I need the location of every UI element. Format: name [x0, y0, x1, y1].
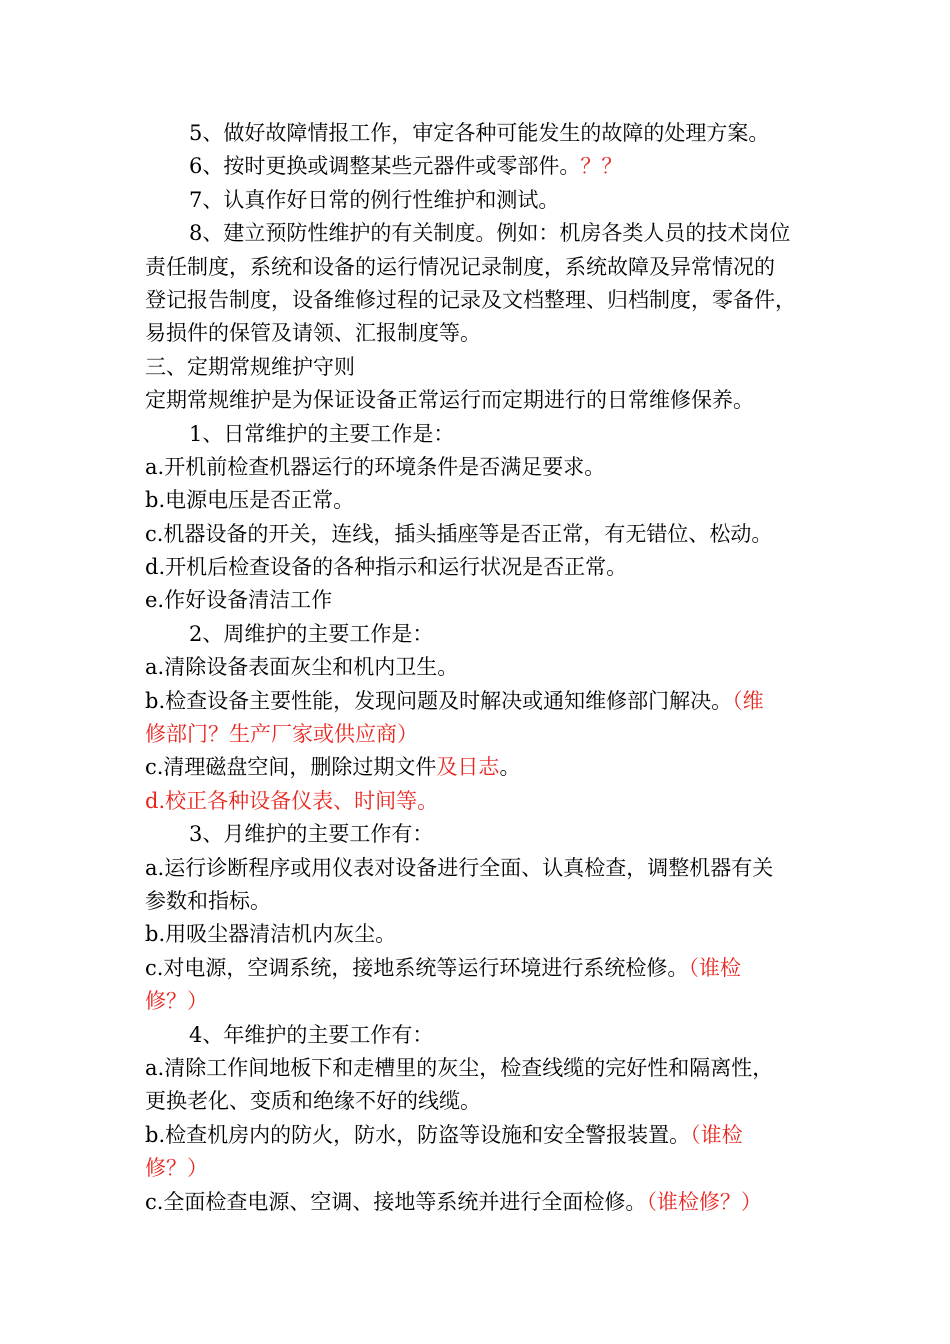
annotation-text: （维	[732, 688, 764, 713]
text-line	[145, 1052, 810, 1085]
body-text: b.检查设备主要性能，发现问题及时解决或通知维修部门解决。	[145, 688, 733, 713]
text-line	[145, 1186, 810, 1219]
body-text: c.机器设备的开关，连线，插头插座等是否正常，有无错位、松动。	[145, 521, 773, 546]
body-text: b.检查机房内的防火，防水，防盗等设施和安全警报装置。	[145, 1122, 691, 1147]
text-line	[145, 150, 810, 183]
body-text: c.对电源，空调系统，接地系统等运行环境进行系统检修。	[145, 955, 689, 980]
text-line	[145, 518, 810, 551]
body-text: e.作好设备清洁工作	[145, 588, 333, 613]
text-line	[145, 718, 810, 751]
text-line	[145, 418, 810, 451]
text-line	[145, 584, 810, 617]
annotation-text: 及日志	[436, 755, 500, 780]
body-text: 责任制度，系统和设备的运行情况记录制度，系统故障及异常情况的	[145, 254, 775, 279]
text-line	[145, 184, 810, 217]
text-line	[145, 317, 810, 350]
body-text: 易损件的保管及请领、汇报制度等。	[145, 321, 481, 346]
text-line	[145, 117, 810, 150]
body-text: b.用吸尘器清洁机内灰尘。	[145, 922, 397, 947]
body-text: 7、认真作好日常的例行性维护和测试。	[189, 187, 560, 212]
body-text: d.开机后检查设备的各种指示和运行状况是否正常。	[145, 555, 628, 580]
text-line	[145, 1019, 810, 1052]
annotation-text: （谁检	[690, 1122, 743, 1147]
body-text: a.清除工作间地板下和走槽里的灰尘，检查线缆的完好性和隔离性，	[145, 1055, 774, 1080]
body-text: 更换老化、变质和绝缘不好的线缆。	[145, 1089, 481, 1114]
annotation-text: d.校正各种设备仪表、时间等。	[145, 788, 439, 813]
text-line	[145, 484, 810, 517]
body-text: a.开机前检查机器运行的环境条件是否满足要求。	[145, 454, 606, 479]
body-text: 参数和指标。	[145, 888, 271, 913]
body-text: c.清理磁盘空间，删除过期文件	[145, 755, 437, 780]
body-text: c.全面检查电源、空调、接地等系统并进行全面检修。	[145, 1189, 647, 1214]
text-line	[145, 751, 810, 784]
text-line	[145, 451, 810, 484]
text-line	[145, 1119, 810, 1152]
body-text: 登记报告制度，设备维修过程的记录及文档整理、归档制度，零备件，	[145, 287, 796, 312]
annotation-text: ？？	[580, 154, 623, 179]
body-text: 2、周维护的主要工作是：	[189, 621, 434, 646]
annotation-text: 修？）	[145, 989, 208, 1014]
text-line	[145, 284, 810, 317]
body-text: 定期常规维护是为保证设备正常运行而定期进行的日常维修保养。	[145, 388, 754, 413]
body-text: 3、月维护的主要工作有：	[189, 822, 434, 847]
annotation-text: 修？）	[145, 1156, 208, 1181]
body-text: 6、按时更换或调整某些元器件或零部件。	[189, 154, 581, 179]
text-line	[145, 885, 810, 918]
text-line	[145, 651, 810, 684]
text-line	[145, 251, 810, 284]
text-line	[145, 1085, 810, 1118]
body-text: 1、日常维护的主要工作是：	[189, 421, 455, 446]
annotation-text: （谁检	[688, 955, 741, 980]
body-text: 5、做好故障情报工作，审定各种可能发生的故障的处理方案。	[189, 121, 770, 145]
body-text: a.清除设备表面灰尘和机内卫生。	[145, 655, 459, 680]
body-text: 4、年维护的主要工作有：	[189, 1022, 434, 1047]
text-line	[145, 952, 810, 985]
text-line	[145, 384, 810, 417]
text-line	[145, 551, 810, 584]
annotation-text: 修部门？生产厂家或供应商）	[145, 722, 418, 747]
text-line	[145, 852, 810, 885]
body-text: b.电源电压是否正常。	[145, 488, 355, 513]
text-line	[145, 618, 810, 651]
text-line	[145, 818, 810, 851]
annotation-text: （谁检修？）	[646, 1189, 762, 1214]
body-text: a.运行诊断程序或用仪表对设备进行全面、认真检查，调整机器有关	[145, 855, 774, 880]
text-line	[145, 685, 810, 718]
document-page	[145, 117, 810, 1219]
body-text: 。	[499, 755, 521, 780]
text-line	[145, 785, 810, 818]
text-line	[145, 1152, 810, 1185]
body-text: 8、建立预防性维护的有关制度。例如：机房各类人员的技术岗位	[189, 221, 791, 246]
body-text: 三、定期常规维护守则	[145, 354, 355, 379]
text-line	[145, 351, 810, 384]
text-line	[145, 918, 810, 951]
text-line	[145, 985, 810, 1018]
text-line	[145, 217, 810, 250]
